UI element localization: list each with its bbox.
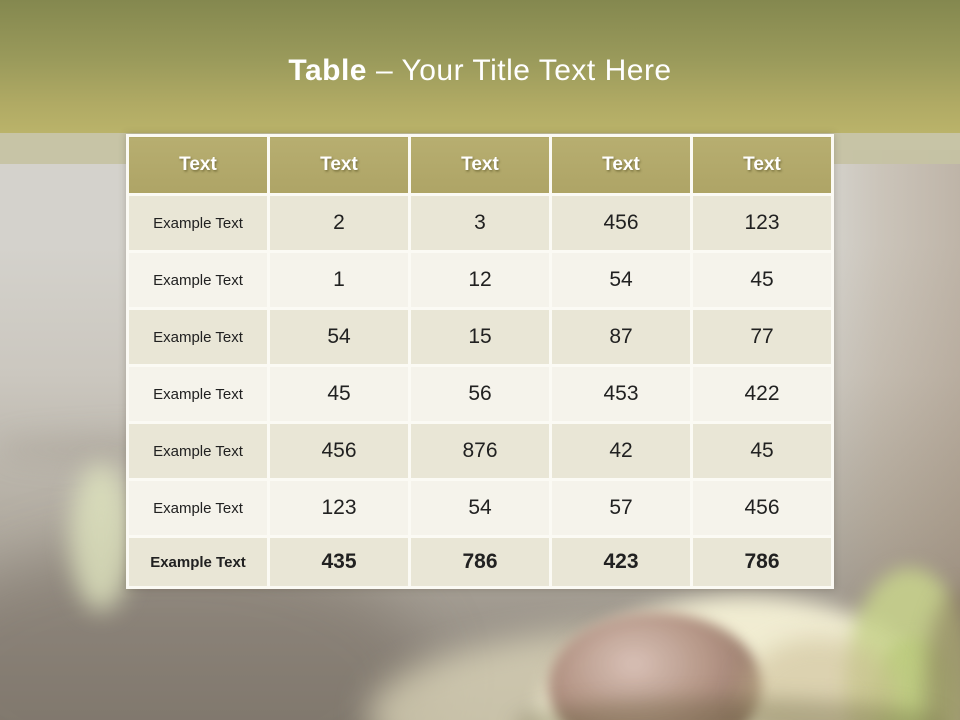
- table-cell: 786: [692, 537, 833, 588]
- slide-title-prefix: Table: [288, 54, 367, 87]
- table-cell: 57: [551, 480, 692, 537]
- table-cell: 2: [269, 195, 410, 252]
- table-header-row: [128, 136, 833, 195]
- slide-title: [0, 54, 960, 88]
- table-cell: 56: [410, 366, 551, 423]
- table-total-row: [128, 537, 833, 588]
- table-cell: 786: [410, 537, 551, 588]
- table-cell: 45: [269, 366, 410, 423]
- row-label-cell: Example Text: [128, 252, 269, 309]
- table-header-cell: Text: [269, 136, 410, 195]
- row-label-cell: Example Text: [128, 480, 269, 537]
- table-cell: 87: [551, 309, 692, 366]
- avocado-slice-left-shape: [70, 463, 132, 611]
- table-cell: 1: [269, 252, 410, 309]
- table-row: [128, 423, 833, 480]
- table-cell: 876: [410, 423, 551, 480]
- table-row: [128, 252, 833, 309]
- table-cell: 3: [410, 195, 551, 252]
- table-cell: 456: [551, 195, 692, 252]
- table-cell: 453: [551, 366, 692, 423]
- table-header-cell: Text: [692, 136, 833, 195]
- table-cell: 435: [269, 537, 410, 588]
- row-label-cell: Example Text: [128, 537, 269, 588]
- table-cell: 123: [692, 195, 833, 252]
- table-header-cell: Text: [410, 136, 551, 195]
- table-row: [128, 309, 833, 366]
- table-cell: 422: [692, 366, 833, 423]
- table-cell: 15: [410, 309, 551, 366]
- table-row: [128, 366, 833, 423]
- table-row: [128, 480, 833, 537]
- table-cell: 123: [269, 480, 410, 537]
- table-cell: 45: [692, 252, 833, 309]
- table-row: [128, 195, 833, 252]
- table-cell: 456: [269, 423, 410, 480]
- table-cell: 12: [410, 252, 551, 309]
- table-cell: 456: [692, 480, 833, 537]
- table-cell: 45: [692, 423, 833, 480]
- row-label-cell: Example Text: [128, 366, 269, 423]
- row-label-cell: Example Text: [128, 195, 269, 252]
- table-cell: 54: [410, 480, 551, 537]
- table-cell: 54: [551, 252, 692, 309]
- table-cell: 42: [551, 423, 692, 480]
- table-cell: 423: [551, 537, 692, 588]
- table-cell: 54: [269, 309, 410, 366]
- table-header-cell: Text: [128, 136, 269, 195]
- row-label-cell: Example Text: [128, 423, 269, 480]
- table-cell: 77: [692, 309, 833, 366]
- row-label-cell: Example Text: [128, 309, 269, 366]
- data-table: [126, 134, 834, 589]
- table-header-cell: Text: [551, 136, 692, 195]
- slide-title-rest: – Your Title Text Here: [376, 54, 672, 87]
